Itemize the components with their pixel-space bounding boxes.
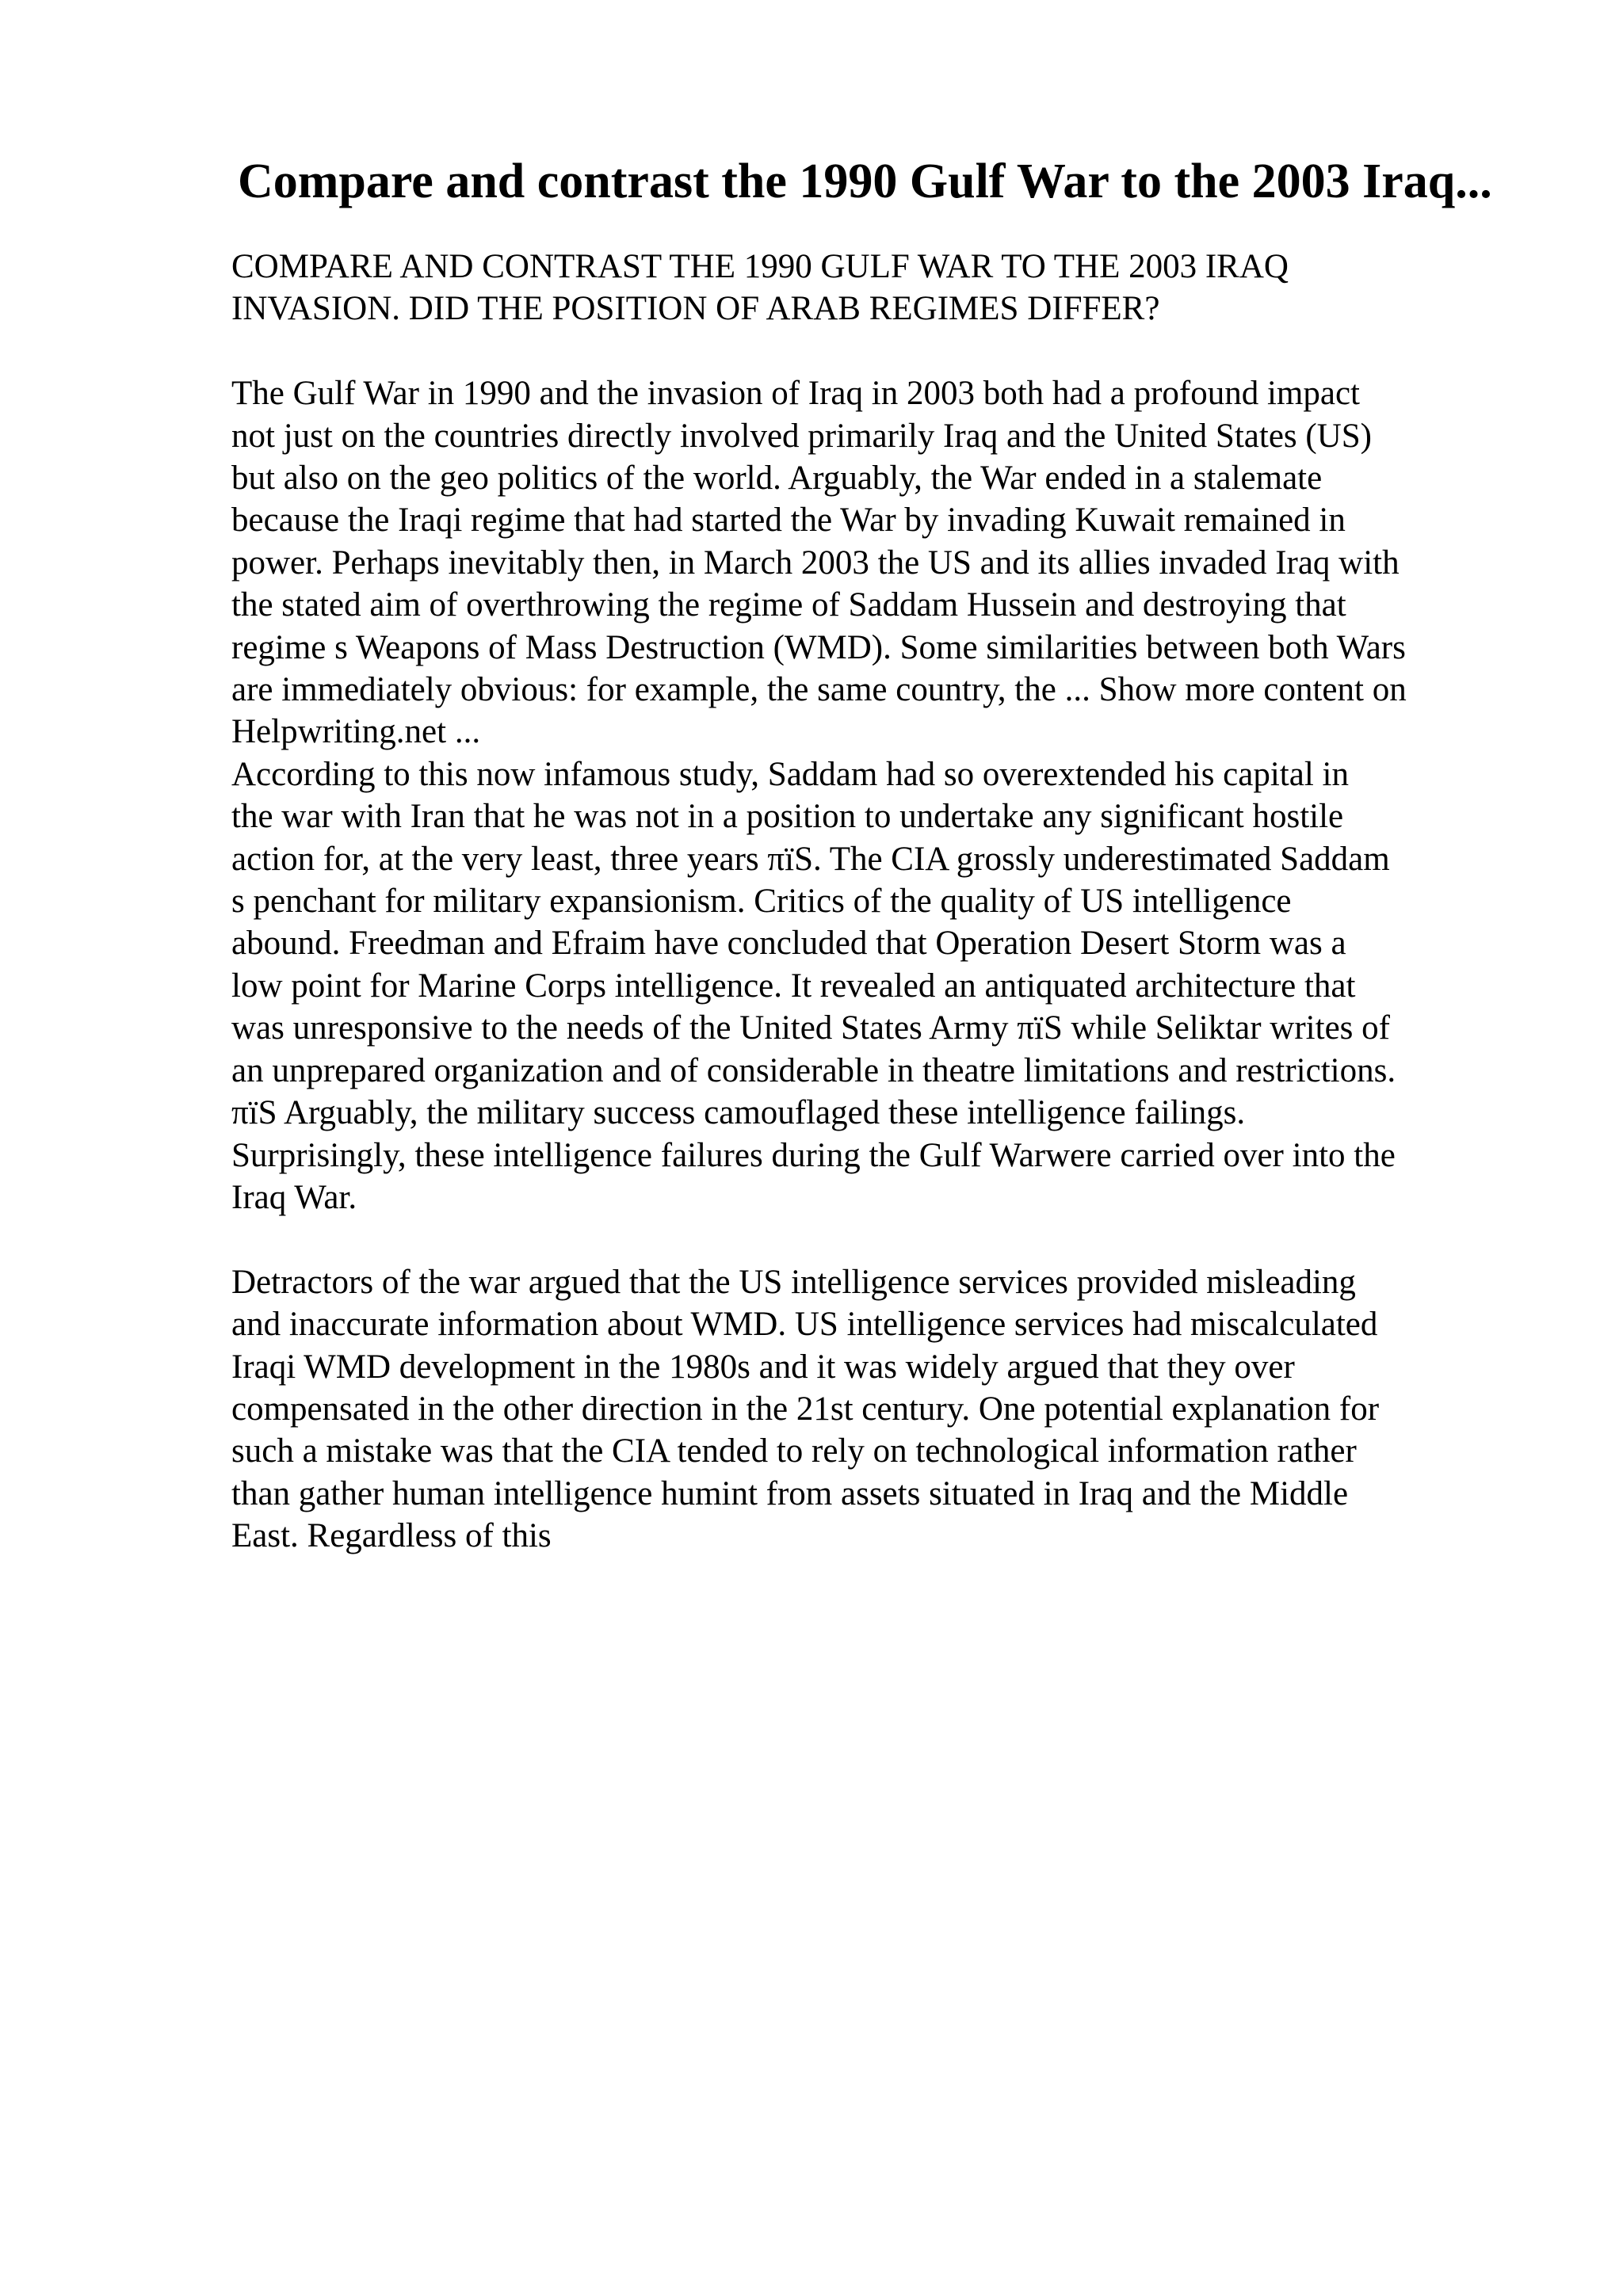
paragraph-line: Iraq War. xyxy=(231,1178,357,1216)
paragraph-line: and inaccurate information about WMD. US intelligence services had miscalculated xyxy=(231,1306,1378,1344)
paragraph-line: Iraqi WMD development in the 1980s and it was widely argued that they over xyxy=(231,1348,1295,1386)
paragraph-line: was unresponsive to the needs of the United States Army πïS while Seliktar writes of xyxy=(231,1009,1390,1047)
paragraph-line: because the Iraqi regime that had started the War by invading Kuwait remained in xyxy=(231,502,1346,540)
paragraph-spacer xyxy=(231,330,1547,372)
paragraph-line: regime s Weapons of Mass Destruction (WMD). Some similarities between both Wars xyxy=(231,628,1406,666)
paragraph-line: are immediately obvious: for example, the same country, the ... Show more content on xyxy=(231,671,1407,709)
paragraph-1 xyxy=(231,372,1547,753)
paragraph-line: πïS Arguably, the military success camouflaged these intelligence failings. xyxy=(231,1094,1246,1132)
paragraph-line: abound. Freedman and Efraim have concluded that Operation Desert Storm was a xyxy=(231,925,1346,963)
paragraph-line: an unprepared organization and of considerable in theatre limitations and restrictions. xyxy=(231,1051,1396,1089)
paragraph-line: According to this now infamous study, Saddam had so overextended his capital in xyxy=(231,755,1349,793)
paragraph-line: compensated in the other direction in the 21st century. One potential explanation for xyxy=(231,1390,1380,1428)
paragraph-line: The Gulf War in 1990 and the invasion of Iraq in 2003 both had a profound impact xyxy=(231,375,1360,413)
subtitle-line: INVASION. DID THE POSITION OF ARAB REGIMES DIFFER? xyxy=(231,290,1160,328)
subtitle-line: COMPARE AND CONTRAST THE 1990 GULF WAR TO THE 2003 IRAQ xyxy=(231,248,1289,285)
document-body xyxy=(231,246,1547,1558)
paragraph-line: low point for Marine Corps intelligence. It revealed an antiquated architecture that xyxy=(231,967,1356,1005)
paragraph-2 xyxy=(231,753,1547,1219)
paragraph-3 xyxy=(231,1261,1547,1558)
paragraph-line: action for, at the very least, three years πïS. The CIA grossly underestimated Saddam xyxy=(231,840,1390,878)
paragraph-line: Helpwriting.net ... xyxy=(231,713,481,751)
paragraph-line: but also on the geo politics of the world. Arguably, the War ended in a stalemate xyxy=(231,460,1323,498)
paragraph-line: the stated aim of overthrowing the regime of Saddam Hussein and destroying that xyxy=(231,586,1346,624)
document-title: Compare and contrast the 1990 Gulf War to the 2003 Iraq... xyxy=(238,154,1492,208)
paragraph-line: s penchant for military expansionism. Critics of the quality of US intelligence xyxy=(231,883,1292,921)
document-subtitle xyxy=(231,246,1547,330)
paragraph-spacer xyxy=(231,1219,1547,1261)
paragraph-line: such a mistake was that the CIA tended to rely on technological information rather xyxy=(231,1432,1357,1470)
paragraph-line: East. Regardless of this xyxy=(231,1517,552,1555)
paragraph-line: Surprisingly, these intelligence failures during the Gulf Warwere carried over into the xyxy=(231,1136,1396,1174)
paragraph-line: power. Perhaps inevitably then, in March 2003 the US and its allies invaded Iraq with xyxy=(231,543,1400,582)
paragraph-line: not just on the countries directly involved primarily Iraq and the United States (US) xyxy=(231,417,1372,455)
paragraph-line: Detractors of the war argued that the US intelligence services provided misleading xyxy=(231,1263,1356,1301)
paragraph-line: the war with Iran that he was not in a position to undertake any significant hostile xyxy=(231,798,1344,836)
paragraph-line: than gather human intelligence humint from assets situated in Iraq and the Middle xyxy=(231,1474,1349,1512)
